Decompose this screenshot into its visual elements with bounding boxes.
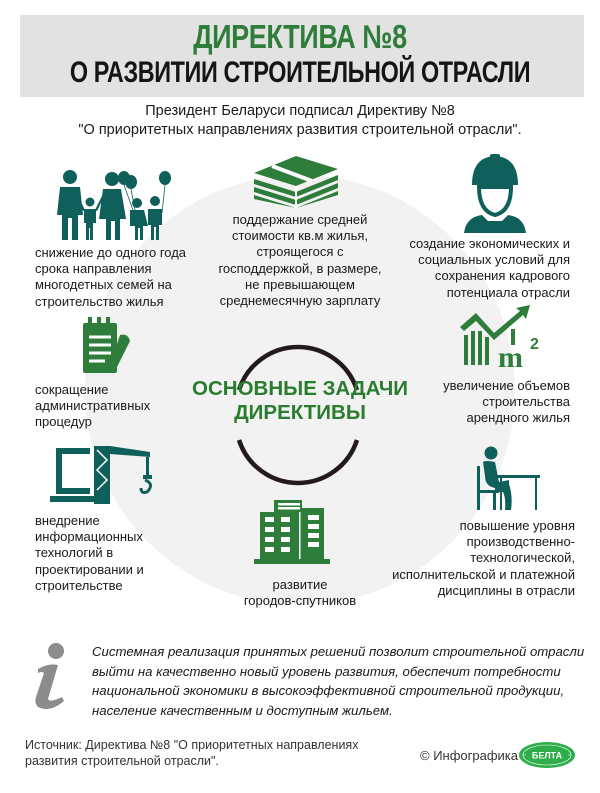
task-line: строительство жилья <box>35 293 164 309</box>
laptop-crane-icon <box>50 440 165 505</box>
intro-line: "О приоритетных направлениях развития строительной отрасли". <box>78 122 522 138</box>
task-line: сокращение <box>35 382 109 397</box>
copyright-text: © Инфографика <box>420 748 519 763</box>
source-line: развития строительной отрасли". <box>25 753 219 768</box>
page-title: ДИРЕКТИВА №8 <box>193 18 407 55</box>
task-line: повышение уровня <box>459 518 575 533</box>
svg-text:2: 2 <box>530 336 539 353</box>
task-line: увеличение объемов <box>443 378 570 393</box>
center-title-line: ОСНОВНЫЕ ЗАДАЧИ <box>192 377 408 400</box>
task-worker <box>390 236 570 301</box>
center-title <box>160 377 440 425</box>
task-line: срока направления <box>35 261 152 277</box>
center-title-line: ДИРЕКТИВЫ <box>234 401 366 424</box>
task-line: поддержание средней <box>232 212 368 227</box>
buildings-icon <box>254 500 330 565</box>
task-line: потенциала отрасли <box>446 284 570 300</box>
task-line: развитие <box>272 577 328 592</box>
info-line: выйти на качественно новый уровень развития, обеспечит потребности <box>92 663 561 679</box>
source-note <box>25 738 358 769</box>
task-line: городов-спутников <box>243 593 357 609</box>
page-subtitle: О РАЗВИТИИ СТРОИТЕЛЬНОЙ ОТРАСЛИ <box>69 56 531 89</box>
info-line: население качественным и доступным жильем. <box>92 702 393 718</box>
growth-chart-m2-icon <box>458 305 548 370</box>
family-icon <box>45 168 180 240</box>
task-line: внедрение <box>35 513 100 528</box>
info-text <box>92 642 592 720</box>
construction-worker-icon <box>460 153 530 233</box>
belta-logo <box>518 741 576 769</box>
task-line: исполнительской и платежной <box>392 566 575 582</box>
source-line: Источник: Директива №8 "О приоритетных направлениях <box>25 738 359 752</box>
task-it <box>35 513 144 594</box>
task-line: производственно- <box>466 534 575 550</box>
task-line: дисциплины в отрасли <box>437 582 575 598</box>
task-admin <box>35 382 150 431</box>
info-icon <box>34 643 74 713</box>
task-line: снижение до одного года <box>35 245 187 260</box>
task-line: социальных условий для <box>418 252 570 268</box>
task-line: среднемесячную зарплату <box>219 293 381 309</box>
task-line: строительстве <box>35 577 123 593</box>
task-line: проектировании и <box>35 561 144 577</box>
intro-line: Президент Беларуси подписал Директиву №8 <box>145 103 455 119</box>
task-line: строительства <box>482 394 570 410</box>
task-rental <box>420 378 570 427</box>
logo-text: БЕЛТА <box>531 750 563 761</box>
task-line: процедур <box>35 414 92 430</box>
task-line: господдержкой, в размере, <box>218 260 382 276</box>
info-line: Системная реализация принятых решений позволит строительной отрасли <box>92 644 585 659</box>
task-satellite-cities <box>200 577 400 609</box>
task-line: информационных <box>35 529 143 545</box>
svg-text:m: m <box>498 341 523 370</box>
person-at-desk-icon <box>475 446 540 511</box>
task-line: многодетных семей на <box>35 277 172 293</box>
task-family <box>35 245 186 310</box>
task-line: сохранения кадрового <box>434 268 570 284</box>
task-line: создание экономических и <box>409 236 570 251</box>
task-line: не превышающем <box>245 276 355 292</box>
info-line: национальной экономики в высокоэффективной строительной продукции, <box>92 683 565 698</box>
task-line: строящегося с <box>256 244 344 260</box>
task-line: технологий в <box>35 545 114 561</box>
task-line: арендного жилья <box>466 410 570 426</box>
notepad-pen-icon <box>80 317 140 377</box>
task-line: технологической, <box>470 550 575 566</box>
money-stack-icon <box>252 153 340 208</box>
task-line: административных <box>35 398 151 414</box>
task-money <box>200 212 400 309</box>
task-discipline <box>390 518 575 599</box>
intro-text <box>0 102 600 140</box>
task-line: стоимости кв.м жилья, <box>231 228 369 244</box>
